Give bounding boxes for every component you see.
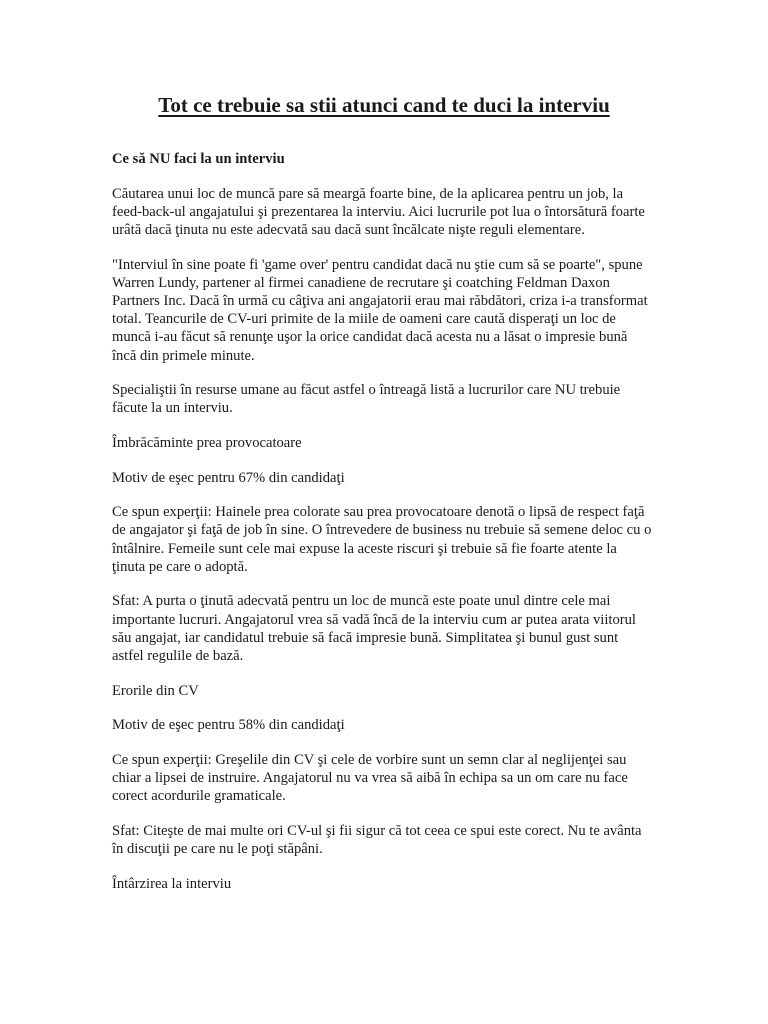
paragraph-intro: Căutarea unui loc de muncă pare să meargă foarte bine, de la aplicarea pentru un job, la feed-back-ul angajatului şi prezentarea la interviu. Aici lucrurile pot lua o întorsătură foarte urâtă dacă ţinuta nu este adecvată sau dacă sunt încălcate nişte reguli elementare. (112, 185, 645, 238)
paragraph-advice-cv: Sfat: Citeşte de mai multe ori CV-ul şi fii sigur că tot ceea ce spui este corect. Nu te avânta în discuţii pe care nu le poţi stăpâni. (112, 822, 642, 857)
section-heading: Ce să NU faci la un interviu (112, 151, 285, 167)
subheading-lateness: Întârzirea la interviu (112, 875, 232, 892)
paragraph-specialists: Specialiştii în resurse umane au făcut astfel o întreagă listă a lucrurilor care NU trebuie făcute la un interviu. (112, 382, 621, 417)
subheading-cv-errors: Erorile din CV (112, 682, 199, 699)
paragraph-experts-cv: Ce spun experţii: Greşelile din CV şi cele de vorbire sunt un semn clar al neglijenţei sau chiar a lipsei de instruire. Angajatorul nu va vrea să aibă în echipa sa un om care nu face corect acordurile gramaticale. (112, 751, 628, 805)
subheading-clothing: Îmbrăcăminte prea provocatoare (112, 435, 302, 451)
paragraph-quote: "Interviul în sine poate fi 'game over' pentru candidat dacă nu ştie cum să se poarte", spune Warren Lundy, partener al firmei canadiene de recrutare şi coatching Feldman Daxon Partners Inc. Dacă în urmă cu câţiva ani angajatorii erau mai răbdători, criza i-a transformat total. Teancurile de CV-uri primite de la miile de oameni care caută disperaţi un loc de muncă i-au făcut să renunţe uşor la orice candidat dacă acesta nu a lăsat o impresie bună încă din primele minute. (112, 256, 648, 364)
stat-clothing: Motiv de eşec pentru 67% din candidaţi (112, 469, 345, 486)
paragraph-advice-clothing: Sfat: A purta o ţinută adecvată pentru un loc de muncă este poate unul dintre cele mai importante lucruri. Angajatorul vrea să vadă încă de la interviu cum ar putea arata viitorul său angajat, iar candidatul trebuie să facă impresie bună. Simplitatea şi bunul gust sunt astfel regulile de bază. (112, 593, 636, 664)
document-title: Tot ce trebuie sa stii atunci cand te duci la interviu (158, 93, 610, 117)
stat-cv-errors: Motiv de eşec pentru 58% din candidaţi (112, 717, 345, 734)
document-body (112, 150, 652, 909)
paragraph-experts-clothing: Ce spun experţii: Hainele prea colorate sau prea provocatoare denotă o lipsă de respect faţă de angajator şi faţă de job în sine. O întrevedere de business nu trebuie să semene deloc cu o întâlnire. Femeile sunt cele mai expuse la aceste riscuri şi trebuie să fie foarte atente la ţinuta pe care o adoptă. (112, 504, 652, 575)
